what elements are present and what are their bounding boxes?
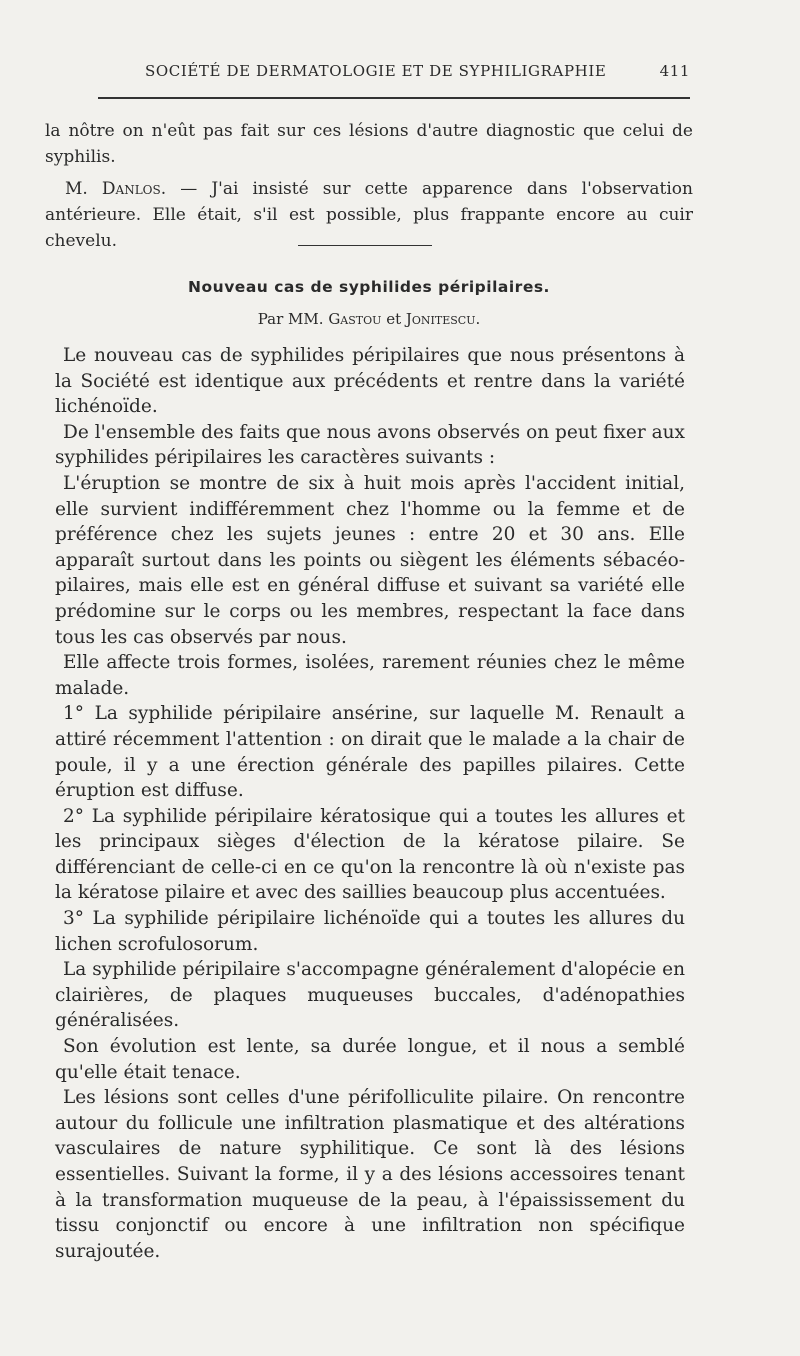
body-paragraph: La syphilide péripilaire s'accompagne généralement d'alopécie en clairières, de plaques muqueuses buccales, d'adénopathies généralisées. [55,959,685,1032]
running-title: SOCIÉTÉ DE DERMATOLOGIE ET DE SYPHILIGRAPHIE [145,62,607,80]
body-paragraph: De l'ensemble des faits que nous avons observés on peut fixer aux syphilides péripilaires les caractères suivants : [55,421,685,469]
header-rule [98,97,690,99]
article-body [55,343,685,1264]
body-paragraph: 2° La syphilide péripilaire kératosique qui a toutes les allures et les principaux sièges d'élection de la kératose pilaire. Se différenciant de celle-ci en ce qu'on la rencontre là où n'existe pas la kératose pilaire et avec des saillies beaucoup plus accentuées. [55,805,685,904]
section-separator [298,245,432,246]
article-authors [45,310,693,328]
body-paragraph: Son évolution est lente, sa durée longue, et il nous a semblé qu'elle était tenace. [55,1036,685,1083]
body-paragraph: Les lésions sont celles d'une périfolliculite pilaire. On rencontre autour du follicule une infiltration plasmatique et des altérations vasculaires de nature syphilitique. Ce sont là des lésions essentielles. Suivant la forme, il y a des lésions accessoires tenant à la transformation muqueuse de la peau, à l'épaississement du tissu conjonctif ou encore à une infiltration non spécifique surajoutée. [55,1087,685,1262]
authors-prefix: Par MM. [257,310,324,328]
author-name: Jonitescu. [405,310,481,328]
discussion-paragraph [45,176,693,254]
article-title: Nouveau cas de syphilides péripilaires. [188,278,550,296]
authors-conjunction: et [386,310,402,328]
body-paragraph: Elle affecte trois formes, isolées, rarement réunies chez le même malade. [55,652,685,699]
page-header [100,62,690,86]
body-paragraph: 1° La syphilide péripilaire ansérine, sur laquelle M. Renault a attiré récemment l'attention : on dirait que le malade a la chair de poule, il y a une érection générale des papilles pilaires. Cette éruption est diffuse. [55,703,685,802]
author-name: Gastou [328,310,382,328]
speaker-name: M. Danlos. [65,179,167,199]
body-paragraph: L'éruption se montre de six à huit mois après l'accident initial, elle survient indifféremment chez l'homme ou la femme et de préférence chez les sujets jeunes : entre 20 et 30 ans. Elle apparaît surtout dans les points ou siègent les éléments sébacéo-pilaires, mais elle est en général diffuse et suivant sa variété elle prédomine sur le corps ou les membres, respectant la face dans tous les cas observés par nous. [55,472,685,648]
page-number: 411 [659,62,690,80]
body-paragraph: 3° La syphilide péripilaire lichénoïde qui a toutes les allures du lichen scrofulosorum. [55,908,685,955]
continuation-paragraph: la nôtre on n'eût pas fait sur ces lésions d'autre diagnostic que celui de syphilis. [45,121,693,167]
speaker-remark: — J'ai insisté sur cette apparence dans l'observation antérieure. Elle était, s'il est possible, plus frappante encore au cuir chevelu. [45,179,693,251]
body-paragraph: Le nouveau cas de syphilides péripilaires que nous présentons à la Société est identique aux précédents et rentre dans la variété lichénoïde. [55,345,685,418]
